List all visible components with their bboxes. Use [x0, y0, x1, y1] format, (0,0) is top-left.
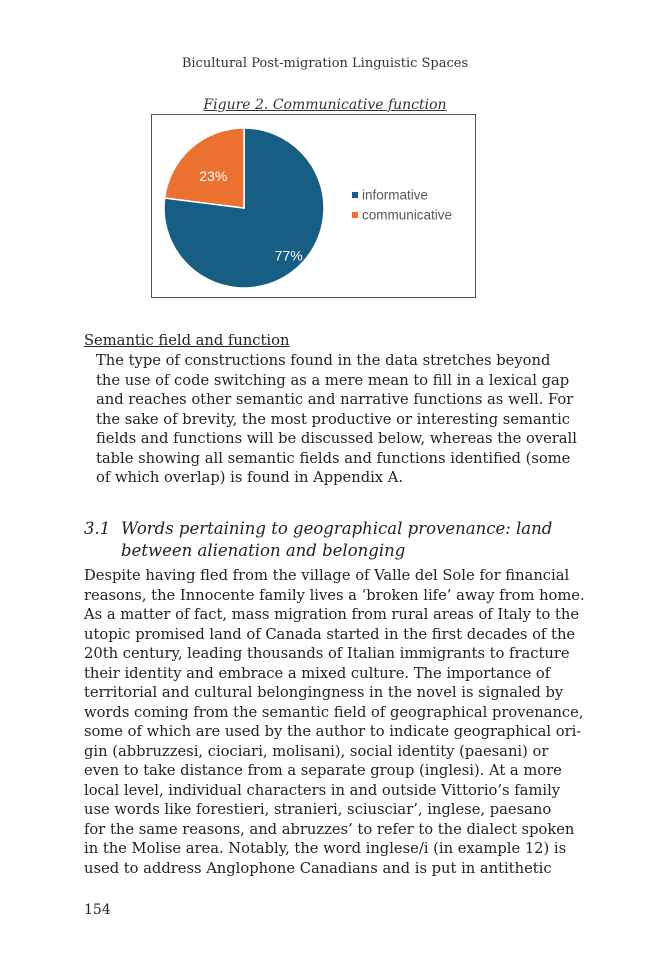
subsection-title-line-2: between alienation and belonging	[121, 541, 406, 560]
running-head: Bicultural Post-migration Linguistic Spaces	[181, 56, 469, 71]
legend-label-informative: informative	[362, 187, 429, 203]
legend-swatch-communicative	[352, 212, 358, 218]
paragraph-line: even to take distance from a separate group (inglesi). At a more	[84, 762, 562, 779]
paragraph-line: The type of constructions found in the data stretches beyond	[96, 352, 551, 369]
paragraph-line: table showing all semantic fields and functions identified (some	[96, 449, 571, 467]
paragraph-line: fields and functions will be discussed below, whereas the overall	[96, 430, 577, 447]
legend-swatch-informative	[352, 192, 358, 198]
paragraph-line: words coming from the semantic field of geographical provenance,	[84, 703, 584, 721]
paragraph-line: reasons, the Innocente family lives a ‘broken life’ away from home.	[84, 586, 585, 604]
subsection-number: 3.1	[84, 519, 111, 538]
paragraph-line: their identity and embrace a mixed culture. The importance of	[84, 664, 551, 682]
figure-caption: Figure 2. Communicative function	[203, 97, 447, 113]
pie-chart-svg	[152, 115, 477, 299]
page-number: 154	[84, 902, 111, 918]
paragraph-line: utopic promised land of Canada started in the first decades of the	[84, 625, 576, 643]
paragraph-line: use words like forestieri, stranieri, sciusciar’, inglese, paesano	[84, 801, 552, 818]
paragraph-line: some of which are used by the author to indicate geographical ori-	[84, 723, 582, 740]
paragraph-line: As a matter of fact, mass migration from rural areas of Italy to the	[84, 606, 580, 623]
paragraph-semantic-field	[84, 351, 577, 488]
pie-data-label-informative: 77%	[274, 247, 303, 264]
paragraph-geographical-provenance	[84, 566, 585, 878]
subsection-title-line-1: Words pertaining to geographical provenance: land	[121, 519, 553, 538]
paragraph-line: territorial and cultural belongingness in the novel is signaled by	[84, 684, 564, 701]
paragraph-line: Despite having fled from the village of Valle del Sole for financial	[84, 567, 570, 584]
paragraph-line: the use of code switching as a mere mean to fill in a lexical gap	[96, 371, 570, 389]
pie-data-label-communicative: 23%	[199, 167, 228, 184]
pie-chart	[151, 114, 476, 298]
paragraph-line: of which overlap) is found in Appendix A.	[96, 469, 404, 486]
paragraph-line: used to address Anglophone Canadians and is put in antithetic	[84, 859, 552, 877]
paragraph-line: for the same reasons, and abruzzes’ to refer to the dialect spoken	[84, 820, 575, 838]
paragraph-line: the sake of brevity, the most productive or interesting semantic	[96, 410, 570, 428]
paragraph-line: in the Molise area. Notably, the word inglese/i (in example 12) is	[84, 840, 567, 857]
paragraph-line: local level, individual characters in and outside Vittorio’s family	[84, 781, 561, 799]
legend-label-communicative: communicative	[362, 207, 453, 223]
paragraph-line: 20th century, leading thousands of Italian immigrants to fracture	[84, 645, 570, 662]
subsection-heading	[84, 518, 554, 562]
paragraph-line: gin (abbruzzesi, ciociari, molisani), social identity (paesani) or	[84, 742, 549, 760]
paragraph-line: and reaches other semantic and narrative functions as well. For	[96, 391, 574, 408]
section-title: Semantic field and function	[84, 332, 290, 349]
